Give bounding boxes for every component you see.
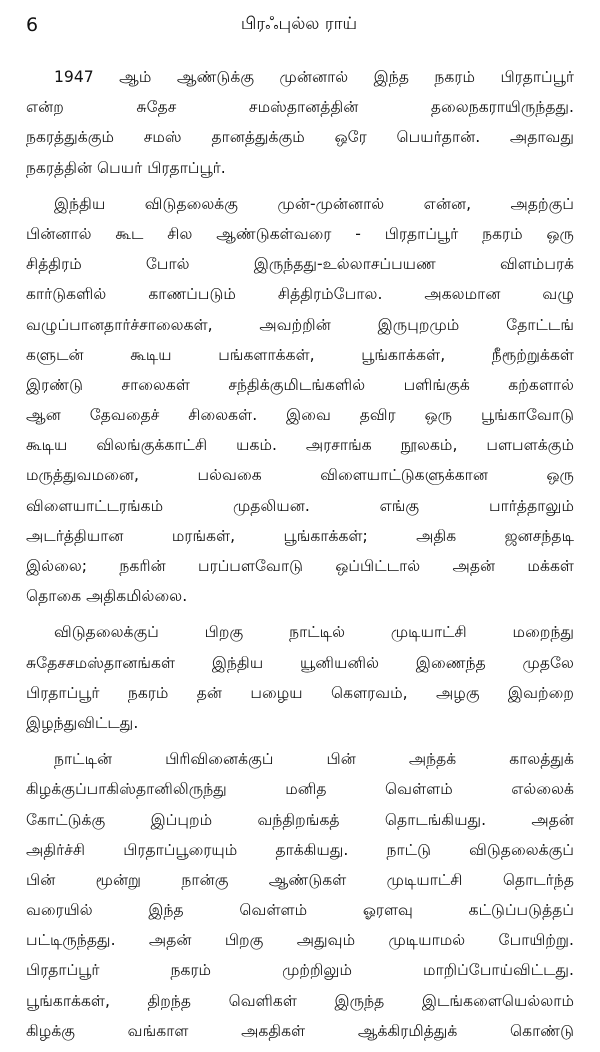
paragraph — [26, 62, 574, 183]
text-line: கிழக்குப்பாகிஸ்தானிலிருந்து மனித வெள்ளம் எல்லைக் — [26, 780, 574, 799]
text-line: விளையாட்டரங்கம் முதலியன. எங்கு பார்த்தாலும் — [26, 496, 574, 515]
paragraph — [26, 744, 574, 1046]
text-line: கோட்டுக்கு இப்புறம் வந்திறங்கத் தொடங்கியது. அதன் — [26, 810, 574, 829]
text-line: பிரதாப்பூர் நகரம் முற்றிலும் மாறிப்போய்விட்டது. — [26, 961, 574, 980]
text-line: என்ற சுதேச சமஸ்தானத்தின் தலைநகராயிருந்தது. — [26, 98, 574, 117]
text-line: கார்டுகளில் காணப்படும் சித்திரம்போல. அகலமான வழு — [26, 285, 574, 304]
text-line: சுதேசசமஸ்தானங்கள் இந்திய யூனியனில் இணைந்த முதலே — [26, 653, 574, 672]
text-line: பின்னால் கூட சில ஆண்டுகள்வரை - பிரதாப்பூர் நகரம் ஒரு — [26, 224, 574, 243]
text-line: பட்டிருந்தது. அதன் பிறகு அதுவும் முடியாமல் போயிற்று. — [26, 931, 574, 950]
text-line: இழந்துவிட்டது. — [26, 713, 139, 732]
text-line: நகரத்தின் பெயர் பிரதாப்பூர். — [26, 158, 226, 177]
text-line: அதிர்ச்சி பிரதாப்பூரையும் தாக்கியது. நாட்டு விடுதலைக்குப் — [26, 840, 574, 859]
page-number: 6 — [26, 14, 39, 36]
text-line: களுடன் கூடிய பங்களாக்கள், பூங்காக்கள், நீரூற்றுக்கள் — [26, 345, 574, 364]
text-line: இல்லை; நகரின் பரப்பளவோடு ஒப்பிட்டால் அதன் மக்கள் — [26, 557, 574, 575]
paragraph — [26, 189, 574, 612]
text-line: கிழக்கு வங்காள அகதிகள் ஆக்கிரமித்துக் கொண்டு — [26, 1021, 574, 1040]
page-header — [26, 14, 572, 44]
text-line: இந்திய விடுதலைக்கு முன்-முன்னால் என்ன, அதற்குப் — [54, 194, 574, 213]
text-line: பிரதாப்பூர் நகரம் தன் பழைய கௌரவம், அழகு இவற்றை — [26, 683, 574, 702]
text-line: இரண்டு சாலைகள் சந்திக்குமிடங்களில் பளிங்குக் கற்களால் — [26, 375, 574, 394]
text-line: ஆன தேவதைச் சிலைகள். இவை தவிர ஒரு பூங்காவோடு — [26, 406, 574, 425]
text-line: பூங்காக்கள், திறந்த வெளிகள் இருந்த இடங்களையெல்லாம் — [26, 991, 574, 1010]
text-line: நாட்டின் பிரிவினைக்குப் பின் அந்தக் காலத்துக் — [54, 750, 574, 769]
text-line: வழுப்பானதார்ச்சாலைகள், அவற்றின் இருபுறமும் தோட்டங் — [26, 315, 574, 334]
text-line: வரையில் இந்த வெள்ளம் ஓரளவு கட்டுப்படுத்தப் — [26, 901, 574, 920]
text-line: விடுதலைக்குப் பிறகு நாட்டில் முடியாட்சி மறைந்து — [54, 623, 574, 642]
body-text — [26, 62, 574, 1052]
text-line: பின் மூன்று நான்கு ஆண்டுகள் முடியாட்சி தொடர்ந்த — [26, 870, 574, 889]
text-line: தொகை அதிகமில்லை. — [26, 587, 188, 606]
text-line: சித்திரம் போல் இருந்தது-உல்லாசப்பயண விளம்பரக் — [26, 255, 574, 274]
text-line: கூடிய விலங்குக்காட்சி யகம். அரசாங்க நூலகம், பளபளக்கும் — [26, 436, 574, 455]
paragraph — [26, 617, 574, 738]
text-line: 1947 ஆம் ஆண்டுக்கு முன்னால் இந்த நகரம் பிரதாப்பூர் — [54, 68, 574, 86]
text-line: மருத்துவமனை, பல்வகை விளையாட்டுகளுக்கான ஒரு — [26, 466, 574, 485]
text-line: அடர்த்தியான மரங்கள், பூங்காக்கள்; அதிக ஜனசந்தடி — [26, 526, 574, 545]
text-line: நகரத்துக்கும் சமஸ் தானத்துக்கும் ஒரே பெயர்தான். அதாவது — [26, 128, 574, 147]
running-title: பிரஃபுல்ல ராய் — [240, 14, 358, 34]
